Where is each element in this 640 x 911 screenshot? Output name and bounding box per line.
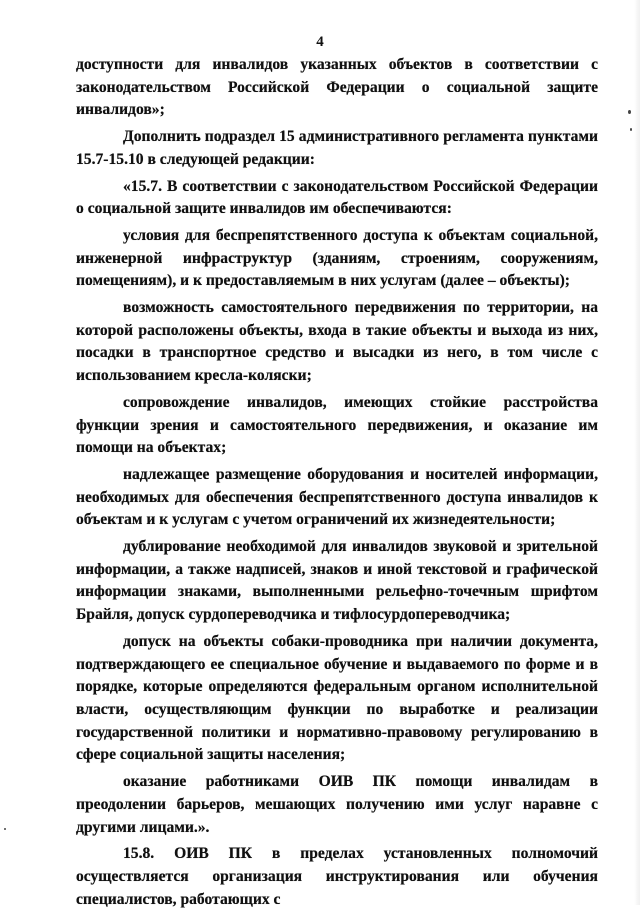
- paragraph-access-conditions: условия для беспрепятственного доступа к объектам социальной, инженерной инфраструктур (зданиям, строениям, сооружениям, помещениям), и к предоставляемым в них услугам (далее – объекты);: [76, 226, 598, 290]
- scan-speck: [628, 110, 631, 114]
- paragraph-amendment-intro: Дополнить подраздел 15 административного регламента пунктами 15.7-15.10 в следующей редакции:: [76, 128, 598, 168]
- scan-speck: [4, 828, 6, 830]
- paragraph-movement: возможность самостоятельного передвижения по территории, на которой расположены объекты, входа в такие объекты и выхода из них, посадки в транспортное средство и высадки из него, в том числе с использованием кресла-коляски;: [76, 299, 598, 385]
- paragraph-escort: сопровождение инвалидов, имеющих стойкие расстройства функции зрения и самостоятельного передвижения, и оказание им помощи на объектах;: [76, 393, 598, 457]
- paragraph-guide-dog: допуск на объекты собаки-проводника при наличии документа, подтверждающего ее специальное обучение и выдаваемого по форме и в порядке, которые определяются федеральным органом исполнительной власти, осуществляющим функции по выработке и реализации государственной политики и нормативно-правовому регулированию в сфере социальной защиты населения;: [76, 632, 598, 764]
- document-body: [76, 54, 598, 911]
- scan-edge-shadow: [634, 0, 640, 905]
- paragraph-15-8: 15.8. ОИВ ПК в пределах установленных полномочий осуществляется организация инструктирования или обучения специалистов, работающих с: [76, 845, 598, 908]
- paragraph-barrier-help: оказание работниками ОИВ ПК помощи инвалидам в преодолении барьеров, мешающих получению ими услуг наравне с другими лицами.».: [76, 773, 598, 836]
- paragraph-15-7: «15.7. В соответствии с законодательством Российской Федерации о социальной защите инвалидов им обеспечиваются:: [76, 177, 598, 218]
- page-number: 4: [316, 34, 324, 50]
- paragraph-continuation: доступности для инвалидов указанных объектов в соответствии с законодательством Российской Федерации о социальной защите инвалидов»;: [76, 56, 598, 119]
- paragraph-equipment: надлежащее размещение оборудования и носителей информации, необходимых для обеспечения беспрепятственного доступа инвалидов к объектам и к услугам с учетом ограничений их жизнедеятельности;: [76, 465, 598, 529]
- paragraph-duplication: дублирование необходимой для инвалидов звуковой и зрительной информации, а также надписей, знаков и иной текстовой и графической информации знаками, выполненными рельефно-точечным шрифтом Брайля, допуск сурдопереводчика и тифлосурдопереводчика;: [76, 538, 598, 624]
- scan-speck: [630, 128, 632, 131]
